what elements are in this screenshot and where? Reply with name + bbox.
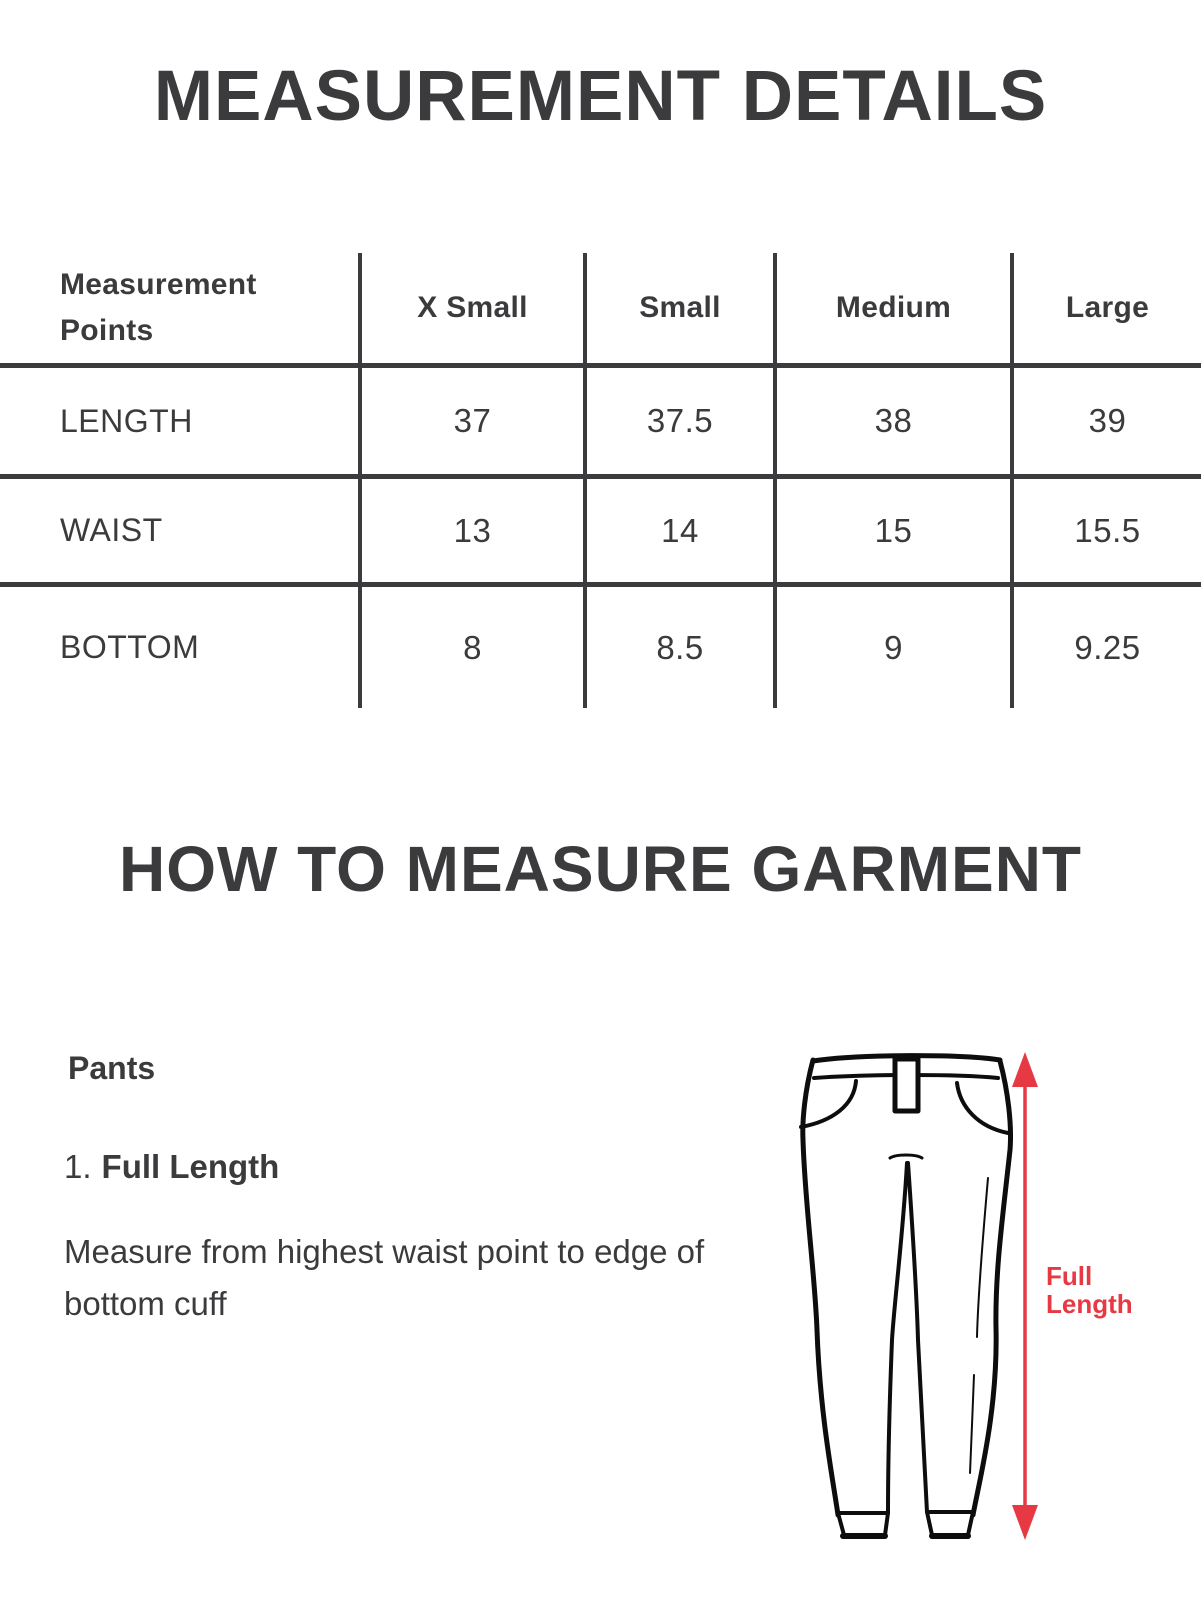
step-title: Full Length bbox=[101, 1148, 280, 1185]
length-small-value: 37.5 bbox=[583, 368, 773, 479]
waist-large-value: 15.5 bbox=[1010, 479, 1201, 587]
waist-x-small-value: 13 bbox=[358, 479, 583, 587]
page-title: MEASUREMENT DETAILS bbox=[153, 57, 1048, 136]
step-number: 1. bbox=[64, 1148, 92, 1185]
bottom-medium-value: 9 bbox=[773, 587, 1010, 708]
length-medium-value: 38 bbox=[773, 368, 1010, 479]
arrow-head-up bbox=[1012, 1052, 1038, 1087]
arrow-head-down bbox=[1012, 1505, 1038, 1540]
step-title-line bbox=[64, 1148, 279, 1186]
column-header-measurement-points: Measurement Points bbox=[0, 253, 358, 368]
bottom-x-small-value: 8 bbox=[358, 587, 583, 708]
left-cuff bbox=[838, 1513, 888, 1535]
column-header-x-small: X Small bbox=[358, 253, 583, 368]
row-label-waist: WAIST bbox=[0, 479, 358, 587]
step-description: Measure from highest waist point to edge of bottom cuff bbox=[64, 1233, 705, 1322]
waist-small-value: 14 bbox=[583, 479, 773, 587]
pants-diagram bbox=[788, 1045, 1048, 1550]
row-label-bottom: BOTTOM bbox=[60, 629, 200, 665]
column-header-small: Small bbox=[583, 253, 773, 368]
garment-label: Pants bbox=[68, 1050, 156, 1086]
left-outer-seam bbox=[803, 1060, 838, 1515]
fly-curve bbox=[890, 1155, 922, 1158]
right-leg-crease bbox=[977, 1178, 988, 1337]
right-cuff bbox=[927, 1512, 973, 1535]
full-length-arrow-icon bbox=[1012, 1052, 1038, 1540]
waist-medium-value: 15 bbox=[773, 479, 1010, 587]
right-leg-crease-lower bbox=[970, 1375, 974, 1473]
right-pocket-curve bbox=[957, 1083, 1008, 1133]
row-label-length: LENGTH bbox=[0, 368, 358, 479]
pants-outline-icon bbox=[801, 1056, 1011, 1536]
bottom-large-value: 9.25 bbox=[1010, 587, 1201, 708]
column-header-large: Large bbox=[1010, 253, 1201, 368]
length-large-value: 39 bbox=[1010, 368, 1201, 479]
full-length-label: Full Length bbox=[1046, 1261, 1133, 1319]
how-to-measure-heading: HOW TO MEASURE GARMENT bbox=[118, 833, 1083, 905]
left-inner-seam bbox=[888, 1163, 907, 1513]
right-inner-seam bbox=[908, 1163, 927, 1512]
column-header-medium: Medium bbox=[773, 253, 1010, 368]
belt-loop bbox=[895, 1059, 918, 1111]
bottom-small-value: 8.5 bbox=[583, 587, 773, 708]
length-x-small-value: 37 bbox=[358, 368, 583, 479]
measurement-table bbox=[0, 253, 1201, 708]
